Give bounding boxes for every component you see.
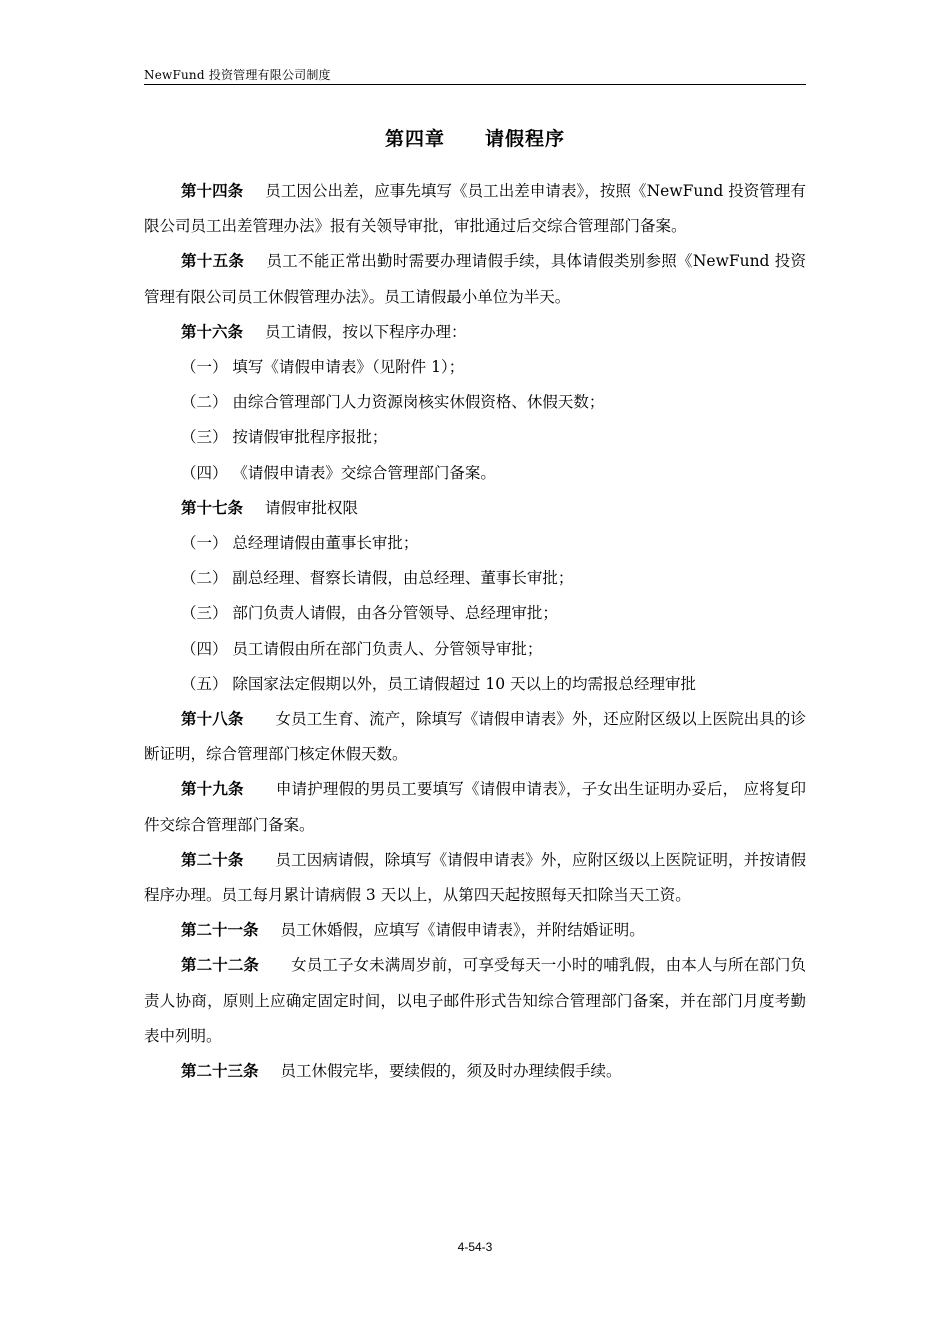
article-label: 第十七条 [181,498,244,517]
article-text: 员工不能正常出勤时需要办理请假手续，具体请假类别参照《NewFund 投资管理有限公司员工休假管理办法》。员工请假最小单位为半天。 [144,252,806,306]
document-body [144,174,806,1089]
article-label: 第二十一条 [181,921,259,940]
list-item: （三） 部门负责人请假，由各分管领导、总经理审批； [181,604,558,623]
article-label: 第十四条 [181,182,244,200]
article-20 [144,843,806,913]
list-item: （四） 员工请假由所在部门负责人、分管领导审批； [181,639,543,658]
article-21 [144,913,806,948]
list-item: （五） 除国家法定假期以外，员工请假超过 10 天以上的均需报总经理审批 [181,674,697,693]
header-divider [144,84,806,85]
article-label: 第十六条 [181,322,244,341]
article-text: 员工休婚假，应填写《请假申请表》，并附结婚证明。 [280,921,645,940]
article-label: 第十九条 [181,780,244,799]
article-22 [144,948,806,1054]
article-label: 第二十条 [181,850,244,869]
article-text: 员工请假，按以下程序办理： [265,322,467,341]
article-label: 第十八条 [181,710,244,729]
list-item: （二） 副总经理、督察长请假，由总经理、董事长审批； [181,569,574,588]
article-16 [144,315,806,350]
list-item: （二） 由综合管理部门人力资源岗核实休假资格、休假天数； [181,393,605,412]
article-label: 第二十三条 [181,1062,259,1081]
article-text: 请假审批权限 [265,498,359,517]
article-text: 员工因病请假，除填写《请假申请表》外，应附区级以上医院证明，并按请假程序办理。员工每月累计请病假 3 天以上，从第四天起按照每天扣除当天工资。 [144,850,806,905]
list-item: （一） 总经理请假由董事长审批； [181,534,419,553]
article-label: 第二十二条 [181,956,260,975]
page-number: 4-54-3 [457,1240,493,1254]
chapter-name: 请假程序 [485,128,566,150]
article-text: 申请护理假的男员工要填写《请假申请表》，子女出生证明办妥后， 应将复印件交综合管理部门备案。 [144,780,806,834]
chapter-title [0,124,950,151]
list-item: （四） 《请假申请表》交综合管理部门备案。 [181,463,496,482]
article-14 [144,174,806,244]
article-label: 第十五条 [181,252,245,271]
article-17 [144,491,806,526]
article-19 [144,772,806,842]
list-item: （三） 按请假审批程序报批； [181,428,388,447]
article-text: 女员工子女未满周岁前，可享受每天一小时的哺乳假，由本人与所在部门负责人协商，原则上应确定固定时间，以电子邮件形式告知综合管理部门备案，并在部门月度考勤表中列明。 [144,956,806,1045]
article-15 [144,244,806,314]
article-23 [144,1054,806,1089]
article-text: 女员工生育、流产，除填写《请假申请表》外，还应附区级以上医院出具的诊断证明，综合管理部门核定休假天数。 [144,710,806,764]
chapter-number: 第四章 [384,128,445,150]
article-text: 员工休假完毕，要续假的，须及时办理续假手续。 [280,1062,622,1081]
article-text: 员工因公出差，应事先填写《员工出差申请表》，按照《NewFund 投资管理有限公司员工出差管理办法》报有关领导审批，审批通过后交综合管理部门备案。 [144,182,806,236]
list-item: （一） 填写《请假申请表》（见附件 1）； [181,358,465,377]
article-18 [144,702,806,772]
document-header: NewFund 投资管理有限公司制度 [144,68,331,82]
